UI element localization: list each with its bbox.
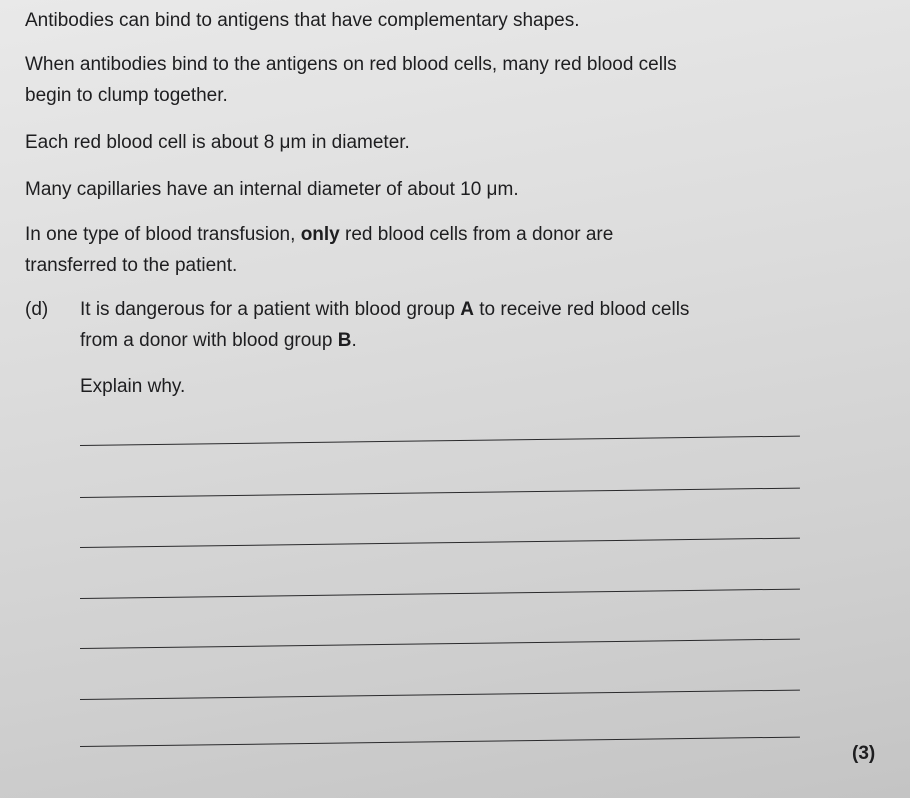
intro-text-line2: begin to clump together.: [25, 85, 228, 106]
intro-paragraph-clumping: [25, 49, 677, 111]
answer-line[interactable]: [80, 436, 800, 446]
answer-line[interactable]: [80, 538, 800, 548]
intro-paragraph-cell-diameter: [25, 127, 410, 158]
answer-line[interactable]: [80, 737, 800, 747]
intro-text-part1: In one type of blood transfusion,: [25, 224, 301, 245]
intro-text-line2: transferred to the patient.: [25, 255, 238, 276]
intro-text-part2: red blood cells from a donor are: [339, 224, 614, 245]
intro-paragraph-antibodies: [25, 5, 580, 36]
intro-text-emphasis: only: [300, 224, 340, 245]
question-text-line1-part2: to receive red blood cells: [473, 299, 690, 320]
answer-line[interactable]: [80, 488, 800, 498]
question-text: [80, 294, 689, 356]
question-text-line2-part1: from a donor with blood group: [80, 330, 338, 351]
question-blood-group-b: B: [337, 330, 352, 351]
answer-line[interactable]: [80, 589, 800, 599]
answer-line[interactable]: [80, 639, 800, 649]
marks-label: (3): [852, 743, 876, 764]
answer-line[interactable]: [80, 690, 800, 700]
intro-text: Antibodies can bind to antigens that have complementary shapes.: [25, 10, 580, 31]
intro-text-line1: When antibodies bind to the antigens on red blood cells, many red blood cells: [25, 54, 677, 75]
question-text-line1-part1: It is dangerous for a patient with blood group: [80, 299, 461, 320]
question-text-line2-part2: .: [351, 330, 357, 351]
intro-paragraph-transfusion: [25, 219, 613, 281]
question-instruction: Explain why.: [80, 376, 186, 397]
intro-text: Many capillaries have an internal diameter of about 10 μm.: [25, 179, 519, 200]
intro-paragraph-capillary-diameter: [25, 174, 519, 205]
question-number: (d): [25, 299, 49, 320]
question-blood-group-a: A: [460, 299, 474, 320]
intro-text: Each red blood cell is about 8 μm in diameter.: [25, 132, 410, 153]
